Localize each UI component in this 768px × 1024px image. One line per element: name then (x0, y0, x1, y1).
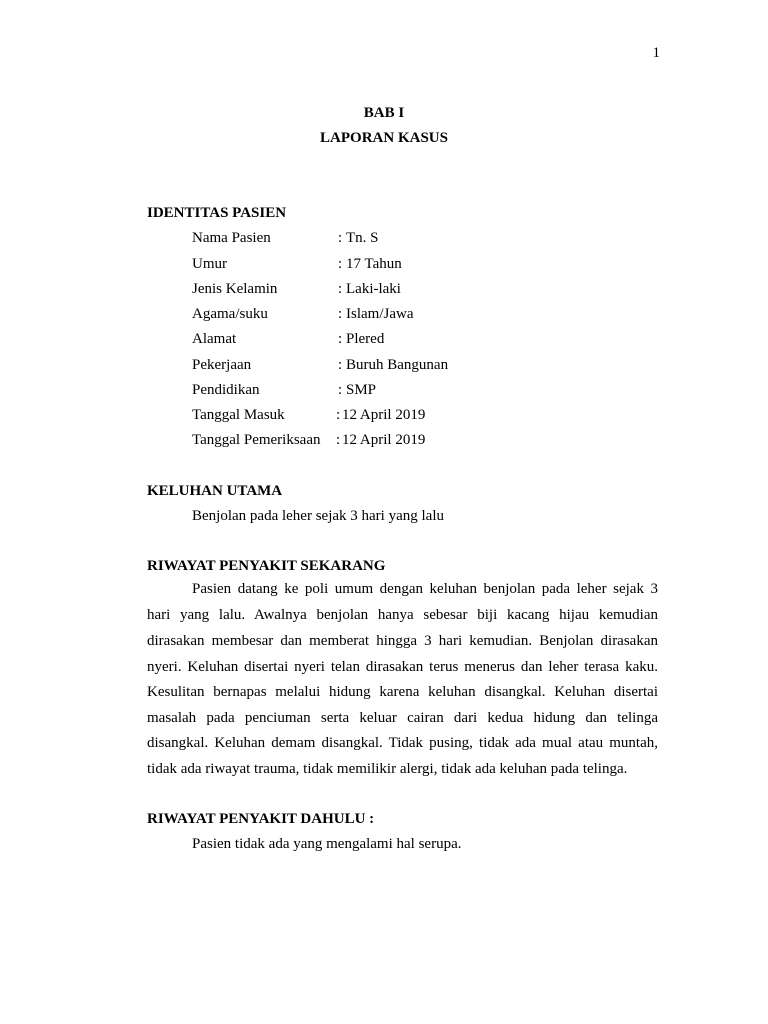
riwayat-sekarang-line: nyeri. Keluhan disertai nyeri telan dirasakan terus menerus dan leher terasa kaku. (147, 659, 658, 675)
riwayat-sekarang-line: tidak ada riwayat trauma, tidak memilikir alergi, tidak ada keluhan pada telinga. (147, 761, 628, 777)
identity-separator: : (338, 306, 343, 322)
riwayat-sekarang-line: masalah pada penciuman serta keluar cairan dari kedua hidung dan telinga (147, 710, 658, 726)
identity-value: 12 April 2019 (342, 432, 426, 448)
identity-label: Jenis Kelamin (192, 281, 278, 297)
identity-separator: : (336, 407, 341, 423)
chapter-label: BAB I (363, 105, 405, 121)
identity-value: Plered (346, 331, 385, 347)
identity-label: Tanggal Masuk (192, 407, 285, 423)
identity-label: Pekerjaan (192, 357, 252, 373)
identity-separator: : (338, 382, 343, 398)
identity-label: Tanggal Pemeriksaan (192, 432, 321, 448)
identity-label: Nama Pasien (192, 230, 271, 246)
identity-separator: : (338, 331, 343, 347)
riwayat-sekarang-heading: RIWAYAT PENYAKIT SEKARANG (147, 558, 386, 574)
riwayat-dahulu-heading: RIWAYAT PENYAKIT DAHULU : (147, 811, 375, 827)
riwayat-dahulu-text: Pasien tidak ada yang mengalami hal serupa. (192, 836, 462, 852)
identity-value: Buruh Bangunan (346, 357, 449, 373)
identity-separator: : (336, 432, 341, 448)
identity-value: Islam/Jawa (346, 306, 414, 322)
identity-value: 12 April 2019 (342, 407, 426, 423)
identity-label: Umur (192, 256, 227, 272)
identity-label: Agama/suku (192, 306, 268, 322)
identity-label: Pendidikan (192, 382, 260, 398)
identity-value: Tn. S (346, 230, 379, 246)
riwayat-sekarang-line: Pasien datang ke poli umum dengan keluhan benjolan pada leher sejak 3 (192, 581, 658, 597)
riwayat-sekarang-line: hari yang lalu. Awalnya benjolan hanya sebesar biji kacang hijau kemudian (147, 607, 658, 623)
identitas-heading: IDENTITAS PASIEN (147, 205, 287, 221)
identity-label: Alamat (192, 331, 237, 347)
keluhan-utama-heading: KELUHAN UTAMA (147, 483, 283, 499)
identity-separator: : (338, 256, 343, 272)
identity-value: Laki-laki (346, 281, 401, 297)
riwayat-sekarang-line: Kesulitan bernapas melalui hidung karena keluhan disangkal. Keluhan disertai (147, 684, 658, 700)
identity-separator: : (338, 281, 343, 297)
riwayat-sekarang-line: disangkal. Keluhan demam disangkal. Tidak pusing, tidak ada mual atau muntah, (147, 735, 658, 751)
identity-separator: : (338, 230, 343, 246)
identity-separator: : (338, 357, 343, 373)
identity-value: SMP (346, 382, 377, 398)
keluhan-utama-text: Benjolan pada leher sejak 3 hari yang lalu (192, 508, 444, 524)
chapter-title: LAPORAN KASUS (320, 130, 448, 146)
riwayat-sekarang-line: dirasakan membesar dan memberat hingga 3 hari kemudian. Benjolan dirasakan (147, 633, 658, 649)
identity-value: 17 Tahun (346, 256, 402, 272)
page-number: 1 (652, 45, 660, 61)
